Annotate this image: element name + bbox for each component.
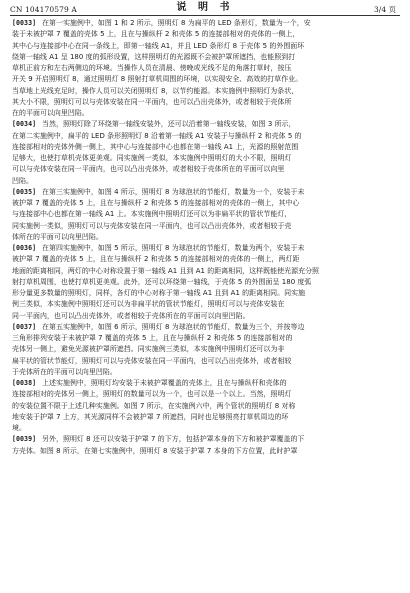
paragraph-text: 足够大，也使打草机壳体更美观。同实施例一类似，本实施例中照明灯的大小不限，照明灯 bbox=[12, 154, 292, 162]
paragraph bbox=[12, 243, 397, 322]
paragraph-line bbox=[12, 232, 397, 243]
paragraph-line bbox=[12, 29, 397, 40]
paragraph-text: 三角形排列安装于未被护罩 7 覆盖的壳体 5 上，且在与操纵杆 2 和壳体 5 的连接部相对的 bbox=[12, 334, 293, 342]
paragraph-text: 体所在的平面可以向里凹陷。 bbox=[12, 232, 103, 241]
paragraph-text: 境。 bbox=[12, 424, 26, 432]
paragraph-line bbox=[12, 322, 397, 333]
paragraph-text: 地安装于护罩 7 上方，其光源同样不会被护罩 7 所遮挡，同时也足够照亮打草机周边的环 bbox=[12, 412, 289, 421]
paragraph bbox=[12, 378, 397, 434]
paragraph-text: 的安装位置不限于上述几种实施例。如图 7 所示，在实施例六中，两个管状的照明灯 8 对称 bbox=[12, 401, 296, 410]
paragraph-line bbox=[12, 266, 397, 277]
paragraph-line bbox=[12, 412, 397, 423]
paragraph-line bbox=[12, 97, 397, 108]
paragraph-text: 壳体另一侧上，避免光源被护罩所遮挡。同实施例三类似，本实施例中照明灯还可以为非 bbox=[12, 345, 285, 354]
paragraph-line bbox=[12, 221, 397, 232]
paragraph-line bbox=[12, 254, 397, 265]
paragraph-text: 被护罩 7 覆盖的壳体 5 上，且在与操纵杆 2 和壳体 5 的连接部相对的壳体的一侧上，其中心 bbox=[12, 199, 300, 207]
paragraph-line bbox=[12, 198, 397, 209]
paragraph-line bbox=[12, 389, 397, 400]
paragraph-line bbox=[12, 41, 397, 52]
header-rule bbox=[10, 15, 400, 16]
paragraph-text: 当草地上光线充足时，操作人员可以关闭照明灯 8，以节约能源。本实施例中照明灯为条状， bbox=[12, 86, 299, 95]
paragraph-text: 射打草机周围，也使打草机更美观。此外，还可以环绕第一轴线，于壳体 5 的外围面呈 180 度弧 bbox=[12, 277, 312, 286]
paragraph-line bbox=[12, 299, 397, 310]
publication-number: CN 104170579 A bbox=[10, 5, 77, 14]
paragraph-text: 上述实施例中，照明灯均安装于未被护罩覆盖的壳体上，且在与操纵杆和壳体的 bbox=[42, 379, 287, 387]
paragraph-line bbox=[12, 288, 397, 299]
paragraph-number: [0033] bbox=[12, 19, 37, 27]
paragraph bbox=[12, 18, 397, 119]
paragraph-line bbox=[12, 108, 397, 119]
paragraph-line bbox=[12, 52, 397, 63]
paragraph-text: 在第二实施例中，扁平的 LED 条形照明灯 8 沿着第一轴线 A1 安装于与操纵杆 2 和壳体 5 的 bbox=[12, 131, 302, 140]
paragraph-line bbox=[12, 333, 397, 344]
paragraph-line bbox=[12, 153, 397, 164]
paragraph-line bbox=[12, 277, 397, 288]
paragraph-text: 其中心与连接部中心在同一条线上，即第一轴线 A1，并且 LED 条形灯 8 于壳体 5 的外围面环 bbox=[12, 41, 305, 50]
paragraph-text: 在第一实施例中，如图 1 和 2 所示，照明灯 8 为扁平的 LED 条形灯，数量为一个，安 bbox=[42, 19, 311, 27]
document-title: 说 明 书 bbox=[176, 2, 234, 13]
paragraph-text: 同实施例一类似，照明灯可以与壳体安装在同一平面内，也可以凸出壳体外，或者相较于壳 bbox=[12, 221, 292, 230]
paragraph-text: 于壳体所在的平面可以向里凹陷。 bbox=[12, 367, 117, 376]
paragraph-line bbox=[12, 434, 397, 445]
paragraph bbox=[12, 119, 397, 187]
paragraph-line bbox=[12, 209, 397, 220]
paragraph bbox=[12, 434, 397, 457]
paragraph-text: 绕第一轴线 A1 呈 180 度的弧形设置，这样照明灯的光源既不会被护罩所遮挡，也能照到打 bbox=[12, 52, 296, 61]
paragraph-text: 与连接部中心也都在第一轴线 A1 上。本实施例中照明灯还可以为非扁平状的管状节能灯， bbox=[12, 210, 292, 219]
page-number: 3/4 页 bbox=[374, 5, 396, 14]
paragraph-text: 方壳体。如图 8 所示，在第七实施例中，照明灯 8 安装于护罩 7 本身的下方位置，此时护罩 bbox=[12, 446, 298, 455]
paragraph bbox=[12, 322, 397, 378]
paragraph-line bbox=[12, 344, 397, 355]
document-body bbox=[12, 18, 397, 593]
paragraph-text: 其大小不限，照明灯可以与壳体安装在同一平面内，也可以凸出壳体外，或者相较于壳体所 bbox=[12, 97, 292, 106]
paragraph-text: 可以与壳体安装在同一平面内，也可以凸出壳体外，或者相较于壳体所在的平面可以向里 bbox=[12, 165, 285, 174]
paragraph-text: 装于未被护罩 7 覆盖的壳体 5 上，且在与操纵杆 2 和壳体 5 的连接部相对的壳体的一侧上， bbox=[12, 30, 300, 39]
paragraph-line bbox=[12, 164, 397, 175]
paragraph-text: 草机正前方和左右两侧边的环境。当操作人员在清晨、傍晚或光线不足的角落打草时，按压 bbox=[12, 64, 292, 72]
paragraph-text: 例三类似，本实施例中照明灯还可以为非扁平状的管状节能灯，照明灯可以与壳体安装在 bbox=[12, 300, 285, 309]
paragraph-text: 形分量更多数量的照明灯，同样，各灯的中心对称于第一轴线 A1 且到 A1 的距离相同。同实施 bbox=[12, 289, 306, 297]
paragraph-number: [0039] bbox=[12, 435, 37, 444]
paragraph-text: 当然，照明灯除了环绕第一轴线安装外，还可以沿着第一轴线安装，如图 3 所示， bbox=[42, 120, 296, 129]
paragraph-line bbox=[12, 63, 397, 74]
paragraph-line bbox=[12, 176, 397, 187]
paragraph-line bbox=[12, 86, 397, 97]
paragraph-number: [0034] bbox=[12, 120, 37, 129]
paragraph bbox=[12, 187, 397, 243]
paragraph-text: 另外，照明灯 8 还可以安装于护罩 7 的下方，包括护罩本身的下方和被护罩覆盖的下 bbox=[42, 435, 305, 444]
paragraph-line bbox=[12, 119, 397, 130]
paragraph-text: 连接部相对的壳体另一侧上，照明灯的数量可以为一个，也可以是一个以上。当然，照明灯 bbox=[12, 390, 292, 399]
paragraph-text: 开关 9 开启照明灯 8，通过照明灯 8 照射打草机周围的环境，以实现安全、高效的打草作业。 bbox=[12, 75, 303, 84]
paragraph-line bbox=[12, 187, 397, 198]
paragraph-line bbox=[12, 423, 397, 434]
paragraph-line bbox=[12, 446, 397, 457]
paragraph-number: [0036] bbox=[12, 244, 37, 252]
paragraph-text: 连接部相对的壳体外侧一侧上，其中心与连接部中心也都在第一轴线 A1 上，光源的照射范围 bbox=[12, 142, 299, 151]
paragraph-text: 扁平状的管状节能灯，照明灯可以与壳体安装在同一平面内，也可以凸出壳体外，或者相较 bbox=[12, 356, 292, 365]
paragraph-text: 凹陷。 bbox=[12, 176, 33, 185]
paragraph-line bbox=[12, 356, 397, 367]
paragraph-text: 被护罩 7 覆盖的壳体 5 上，且在与操纵杆 2 和壳体 5 的连接部相对的壳体的一侧上，两灯距 bbox=[12, 255, 300, 264]
paragraph-line bbox=[12, 401, 397, 412]
paragraph-number: [0037] bbox=[12, 322, 37, 331]
paragraph-line bbox=[12, 131, 397, 142]
paragraph-line bbox=[12, 18, 397, 29]
paragraph-text: 在第五实施例中，如图 6 所示，照明灯 8 为球泡状的节能灯，数量为三个，并按等边 bbox=[42, 322, 305, 331]
paragraph-number: [0038] bbox=[12, 379, 37, 387]
paragraph-line bbox=[12, 311, 397, 322]
paragraph-text: 在第三实施例中，如图 4 所示，照明灯 8 为球泡状的节能灯，数量为一个，安装于未 bbox=[42, 187, 305, 196]
paragraph-line bbox=[12, 378, 397, 389]
paragraph-text: 同一平面内，也可以凸出壳体外，或者相较于壳体所在的平面可以向里凹陷。 bbox=[12, 311, 250, 320]
page-header bbox=[0, 0, 410, 16]
paragraph-line bbox=[12, 142, 397, 153]
paragraph-line bbox=[12, 243, 397, 254]
paragraph-line bbox=[12, 367, 397, 378]
paragraph-text: 在第四实施例中，如图 5 所示，照明灯 8 为球泡状的节能灯，数量为两个，安装于未 bbox=[42, 244, 305, 252]
paragraph-number: [0035] bbox=[12, 187, 37, 196]
paragraph-text: 在的平面可以向里凹陷。 bbox=[12, 109, 89, 117]
paragraph-text: 地面的距离相同，两灯的中心对称设置于第一轴线 A1 且到 A1 的距离相同，这样既能使光源充分照 bbox=[12, 266, 320, 275]
paragraph-line bbox=[12, 74, 397, 85]
